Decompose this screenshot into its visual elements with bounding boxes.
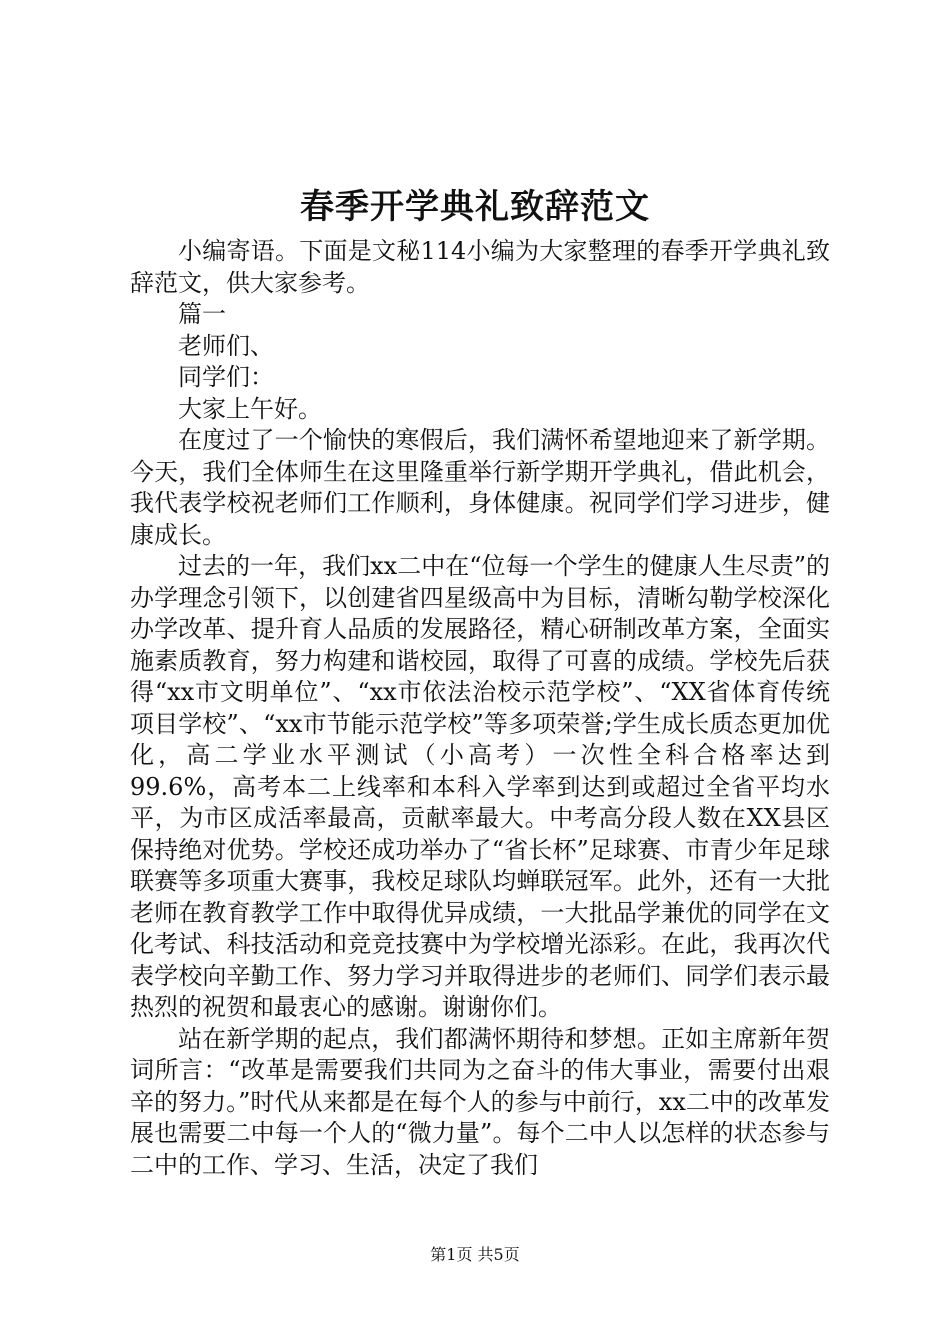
paragraph-intro: 小编寄语。下面是文秘114小编为大家整理的春季开学典礼致辞范文，供大家参考。 [130, 237, 830, 297]
document-title: 春季开学典礼致辞范文 [300, 187, 650, 227]
paragraph-salutation-teachers: 老师们、 [178, 331, 274, 360]
paragraph-section-heading: 篇一 [178, 300, 226, 328]
page-number-footer: 第1页 共5页 [430, 1245, 520, 1264]
paragraph-new-semester: 站在新学期的起点，我们都满怀期待和梦想。正如主席新年贺词所言：“改革是需要我们共同为之奋斗的伟大事业，需要付出艰辛的努力。”时代从来都是在每个人的参与中前行，xx二中的改革发展也需要二中每一个人的“微力量”。每个二中人以怎样的状态参与二中的工作、学习、生活，决定了我们 [130, 1024, 830, 1179]
document-body [130, 236, 830, 1181]
paragraph-opening: 在度过了一个愉快的寒假后，我们满怀希望地迎来了新学期。今天，我们全体师生在这里隆重举行新学期开学典礼，借此机会，我代表学校祝老师们工作顺利，身体健康。祝同学们学习进步，健康成长。 [130, 426, 830, 549]
paragraph-achievements: 过去的一年，我们xx二中在“位每一个学生的健康人生尽责”的办学理念引领下，以创建省四星级高中为目标，清晰勾勒学校深化办学改革、提升育人品质的发展路径，精心研制改革方案，全面实施素质教育，努力构建和谐校园，取得了可喜的成绩。学校先后获得“xx市文明单位”、“xx市依法治校示范学校”、“XX省体育传统项目学校”、“xx市节能示范学校”等多项荣誉;学生成长质态更加优化，高二学业水平测试（小高考）一次性全科合格率达到99.6%，高考本二上线率和本科入学率到达到或超过全省平均水平，为市区成活率最高，贡献率最大。中考高分段人数在XX县区保持绝对优势。学校还成功举办了“省长杯”足球赛、市青少年足球联赛等多项重大赛事，我校足球队均蝉联冠军。此外，还有一大批老师在教育教学工作中取得优异成绩，一大批品学兼优的同学在文化考试、科技活动和竞竞技赛中为学校增光添彩。在此，我再次代表学校向辛勤工作、努力学习并取得进步的老师们、同学们表示最热烈的祝贺和最衷心的感谢。谢谢你们。 [130, 552, 830, 1021]
paragraph-greeting: 大家上午好。 [178, 394, 322, 423]
paragraph-salutation-students: 同学们： [178, 363, 274, 391]
